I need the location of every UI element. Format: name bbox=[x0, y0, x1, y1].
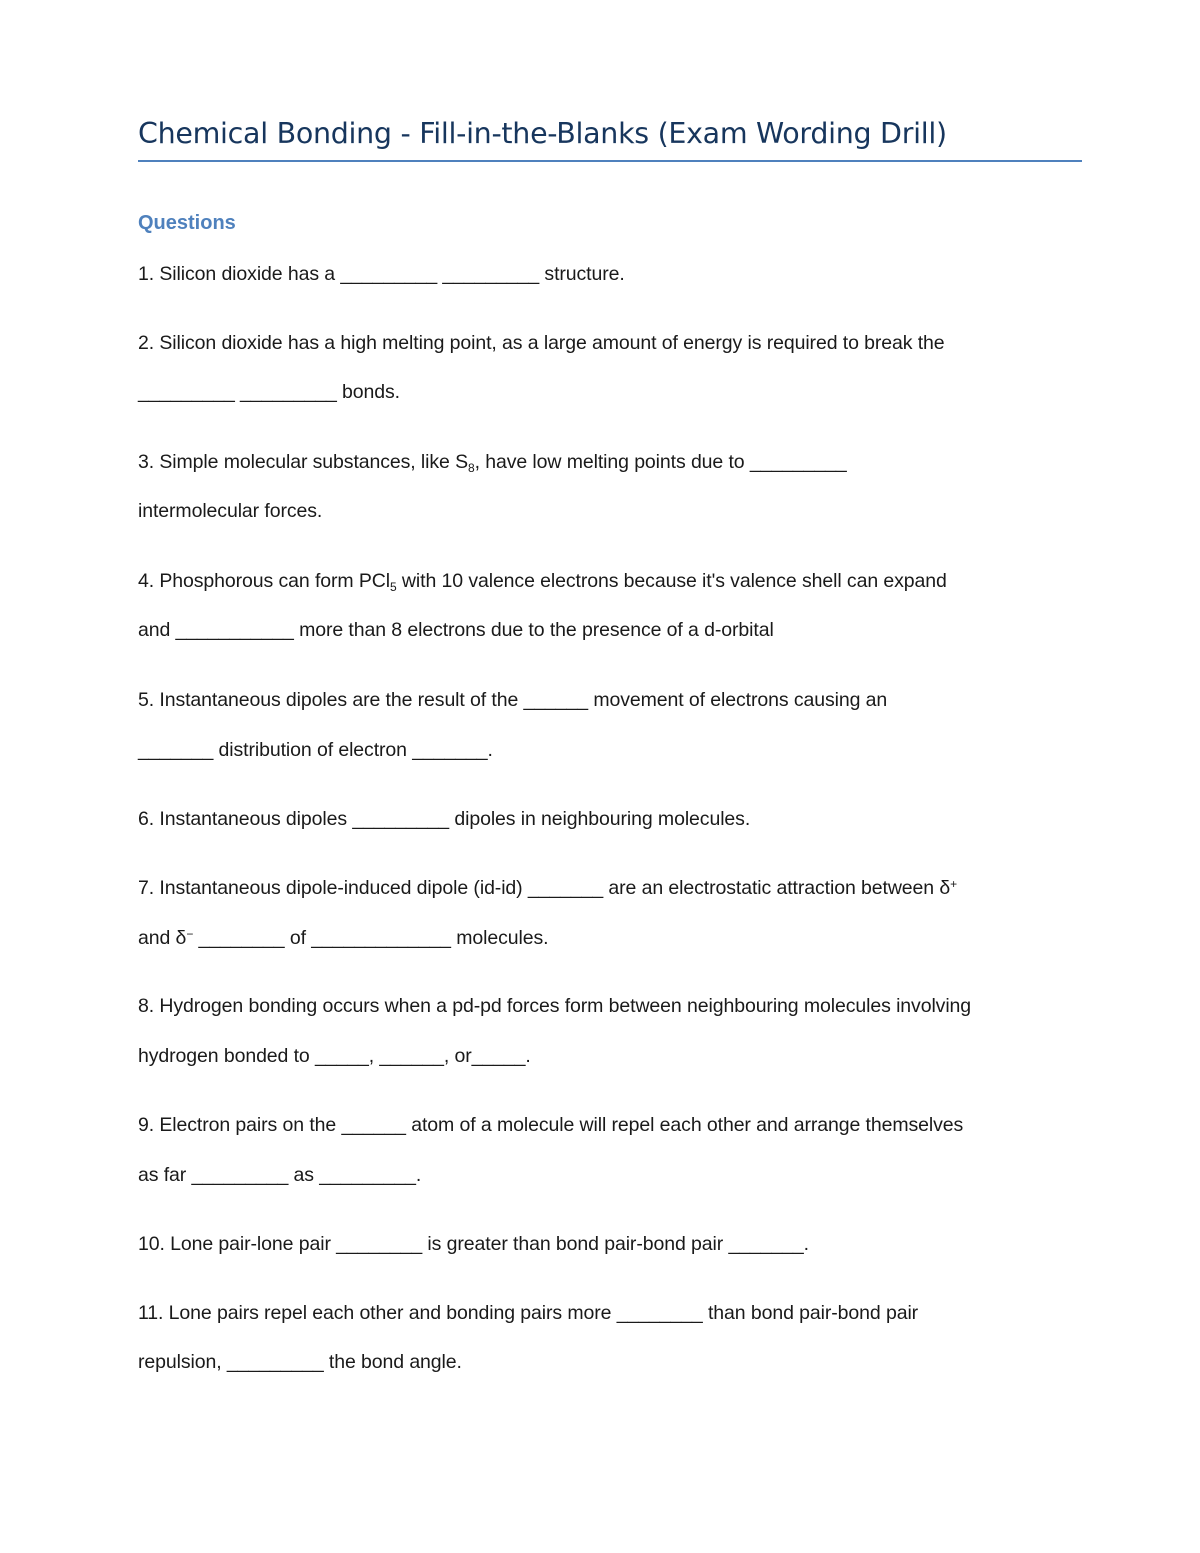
section-heading: Questions bbox=[138, 212, 236, 234]
question-7-line-2-end: ________ of _____________ molecules. bbox=[193, 927, 549, 949]
subscript: 5 bbox=[390, 580, 397, 594]
question-4-line-2: and ___________ more than 8 electrons due to the presence of a d-orbital bbox=[138, 619, 774, 641]
question-8-line-2: hydrogen bonded to _____, ______, or_____. bbox=[138, 1045, 531, 1067]
subscript: 8 bbox=[468, 461, 475, 475]
question-7-text-start: 7. Instantaneous dipole-induced dipole (id-id) _______ are an electrostatic attraction between δ bbox=[138, 877, 951, 899]
question-2-line-2: _________ _________ bonds. bbox=[138, 381, 400, 403]
superscript: + bbox=[950, 877, 958, 891]
question-7-line-1 bbox=[138, 870, 957, 906]
question-2-line-1: 2. Silicon dioxide has a high melting point, as a large amount of energy is required to break the bbox=[138, 332, 945, 354]
question-8-line-1: 8. Hydrogen bonding occurs when a pd-pd forces form between neighbouring molecules involving bbox=[138, 995, 972, 1017]
question-7-line-2 bbox=[138, 920, 548, 956]
question-4-text-end: with 10 valence electrons because it's valence shell can expand bbox=[396, 570, 947, 592]
question-10-line-1: 10. Lone pair-lone pair ________ is greater than bond pair-bond pair _______. bbox=[138, 1233, 809, 1255]
superscript: − bbox=[186, 927, 194, 941]
question-11-line-2: repulsion, _________ the bond angle. bbox=[138, 1351, 462, 1373]
question-1-line-1: 1. Silicon dioxide has a _________ _________ structure. bbox=[138, 263, 625, 285]
question-7-line-2-start: and δ bbox=[138, 927, 187, 949]
question-4-text-start: 4. Phosphorous can form PCl bbox=[138, 570, 391, 592]
question-3-line-1 bbox=[138, 444, 847, 480]
question-3-text-end: , have low melting points due to _________ bbox=[474, 451, 847, 473]
question-9-line-2: as far _________ as _________. bbox=[138, 1164, 422, 1186]
question-5-line-2: _______ distribution of electron _______. bbox=[138, 739, 493, 761]
document-title: Chemical Bonding - Fill-in-the-Blanks (Exam Wording Drill) bbox=[138, 112, 1082, 162]
question-9-line-1: 9. Electron pairs on the ______ atom of a molecule will repel each other and arrange themselves bbox=[138, 1114, 964, 1136]
question-3-text-start: 3. Simple molecular substances, like S bbox=[138, 451, 469, 473]
question-3-line-2: intermolecular forces. bbox=[138, 500, 323, 522]
question-4-line-1 bbox=[138, 563, 947, 599]
question-5-line-1: 5. Instantaneous dipoles are the result of the ______ movement of electrons causing an bbox=[138, 689, 888, 711]
question-6-line-1: 6. Instantaneous dipoles _________ dipoles in neighbouring molecules. bbox=[138, 808, 751, 830]
question-11-line-1: 11. Lone pairs repel each other and bonding pairs more ________ than bond pair-bond pair bbox=[138, 1302, 919, 1324]
